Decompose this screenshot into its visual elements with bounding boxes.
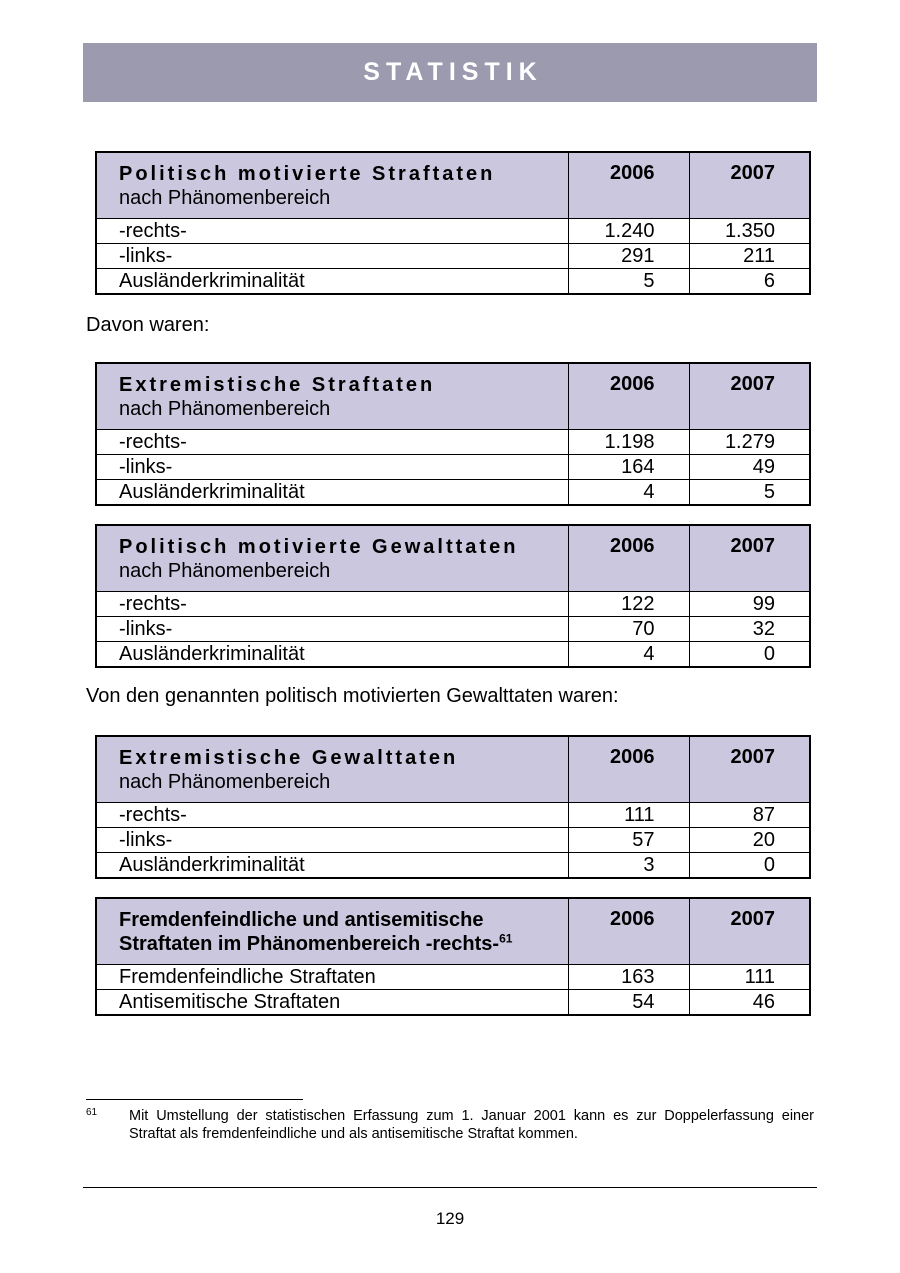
table-row: [96, 269, 810, 295]
year-header-2006: 2006: [568, 152, 689, 219]
row-label: -links-: [96, 617, 568, 642]
year-header-2006: 2006: [568, 525, 689, 592]
table-subtitle: nach Phänomenbereich: [119, 398, 331, 420]
year-header-2007: 2007: [689, 525, 810, 592]
table-row: [96, 642, 810, 668]
row-label: -links-: [96, 244, 568, 269]
table-subtitle: nach Phänomenbereich: [119, 771, 331, 793]
table-title-cell: [96, 363, 568, 430]
value-2006: 1.198: [568, 430, 689, 455]
table-title-line-2: [119, 932, 568, 956]
value-2006: 54: [568, 990, 689, 1016]
value-2007: 20: [689, 828, 810, 853]
table-header-row: [96, 152, 810, 219]
row-label: Fremdenfeindliche Straftaten: [96, 965, 568, 990]
table-title-cell: [96, 152, 568, 219]
value-2006: 291: [568, 244, 689, 269]
table-extremistische-gewalttaten: [95, 735, 811, 879]
value-2007: 211: [689, 244, 810, 269]
value-2007: 0: [689, 642, 810, 668]
value-2007: 0: [689, 853, 810, 879]
value-2007: 1.279: [689, 430, 810, 455]
table-title-cell: [96, 898, 568, 965]
value-2007: 46: [689, 990, 810, 1016]
value-2006: 4: [568, 480, 689, 506]
footnote-separator: [86, 1099, 303, 1100]
table-row: [96, 617, 810, 642]
year-header-2007: 2007: [689, 363, 810, 430]
table-row: [96, 430, 810, 455]
row-label: -links-: [96, 828, 568, 853]
table-subtitle: nach Phänomenbereich: [119, 560, 331, 582]
table-row: [96, 990, 810, 1016]
row-label: -rechts-: [96, 219, 568, 244]
table-header-row: [96, 363, 810, 430]
footnote-reference[interactable]: 61: [499, 931, 513, 946]
year-header-2006: 2006: [568, 898, 689, 965]
value-2006: 164: [568, 455, 689, 480]
table-title: Politisch motivierte Gewalttaten: [119, 536, 519, 558]
value-2007: 1.350: [689, 219, 810, 244]
table-row: [96, 828, 810, 853]
row-label: Ausländerkriminalität: [96, 269, 568, 295]
row-label: Ausländerkriminalität: [96, 853, 568, 879]
table-title: Extremistische Gewalttaten: [119, 747, 459, 769]
table-header-row: [96, 525, 810, 592]
value-2007: 49: [689, 455, 810, 480]
row-label: Ausländerkriminalität: [96, 480, 568, 506]
table-header-row: [96, 736, 810, 803]
value-2006: 163: [568, 965, 689, 990]
table-row: [96, 455, 810, 480]
table-row: [96, 853, 810, 879]
section-header: [83, 43, 817, 102]
value-2006: 5: [568, 269, 689, 295]
year-header-2007: 2007: [689, 736, 810, 803]
table-row: [96, 965, 810, 990]
table-row: [96, 219, 810, 244]
table-title-line-2-text: Straftaten im Phänomenbereich -rechts-: [119, 933, 500, 955]
footnote-text: Mit Umstellung der statistischen Erfassung zum 1. Januar 2001 kann es zur Doppelerfassung einer Straftat als fremdenfeindliche und als antisemitische Straftat kommen.: [129, 1108, 814, 1142]
section-title: STATISTIK: [363, 58, 543, 86]
table-title: Extremistische Straftaten: [119, 374, 436, 396]
row-label: Ausländerkriminalität: [96, 642, 568, 668]
table-politisch-motivierte-straftaten: [95, 151, 811, 295]
table-title-line-1: Fremdenfeindliche und antisemitische: [119, 909, 484, 931]
table-subtitle: nach Phänomenbereich: [119, 187, 331, 209]
value-2006: 111: [568, 803, 689, 828]
row-label: -rechts-: [96, 430, 568, 455]
table-row: [96, 803, 810, 828]
table-row: [96, 592, 810, 617]
value-2006: 1.240: [568, 219, 689, 244]
year-header-2007: 2007: [689, 898, 810, 965]
value-2006: 3: [568, 853, 689, 879]
footer-rule: [83, 1187, 817, 1188]
footnote-number: 61: [86, 1107, 98, 1118]
table-title-cell: [96, 736, 568, 803]
table-row: [96, 244, 810, 269]
row-label: Antisemitische Straftaten: [96, 990, 568, 1016]
page-number: 129: [435, 1209, 465, 1228]
value-2007: 32: [689, 617, 810, 642]
table-extremistische-straftaten: [95, 362, 811, 506]
value-2007: 99: [689, 592, 810, 617]
paragraph-davon-waren: Davon waren:: [86, 314, 210, 336]
row-label: -links-: [96, 455, 568, 480]
year-header-2006: 2006: [568, 736, 689, 803]
table-politisch-motivierte-gewalttaten: [95, 524, 811, 668]
table-row: [96, 480, 810, 506]
value-2006: 57: [568, 828, 689, 853]
table-title-cell: [96, 525, 568, 592]
value-2006: 70: [568, 617, 689, 642]
table-title: Politisch motivierte Straftaten: [119, 163, 496, 185]
value-2007: 6: [689, 269, 810, 295]
year-header-2006: 2006: [568, 363, 689, 430]
value-2007: 87: [689, 803, 810, 828]
value-2007: 5: [689, 480, 810, 506]
value-2007: 111: [689, 965, 810, 990]
table-fremdenfeindliche-antisemitische-straftaten: [95, 897, 811, 1016]
value-2006: 4: [568, 642, 689, 668]
table-header-row: [96, 898, 810, 965]
row-label: -rechts-: [96, 592, 568, 617]
row-label: -rechts-: [96, 803, 568, 828]
paragraph-von-den-genannten: Von den genannten politisch motivierten Gewalttaten waren:: [86, 685, 619, 707]
year-header-2007: 2007: [689, 152, 810, 219]
value-2006: 122: [568, 592, 689, 617]
